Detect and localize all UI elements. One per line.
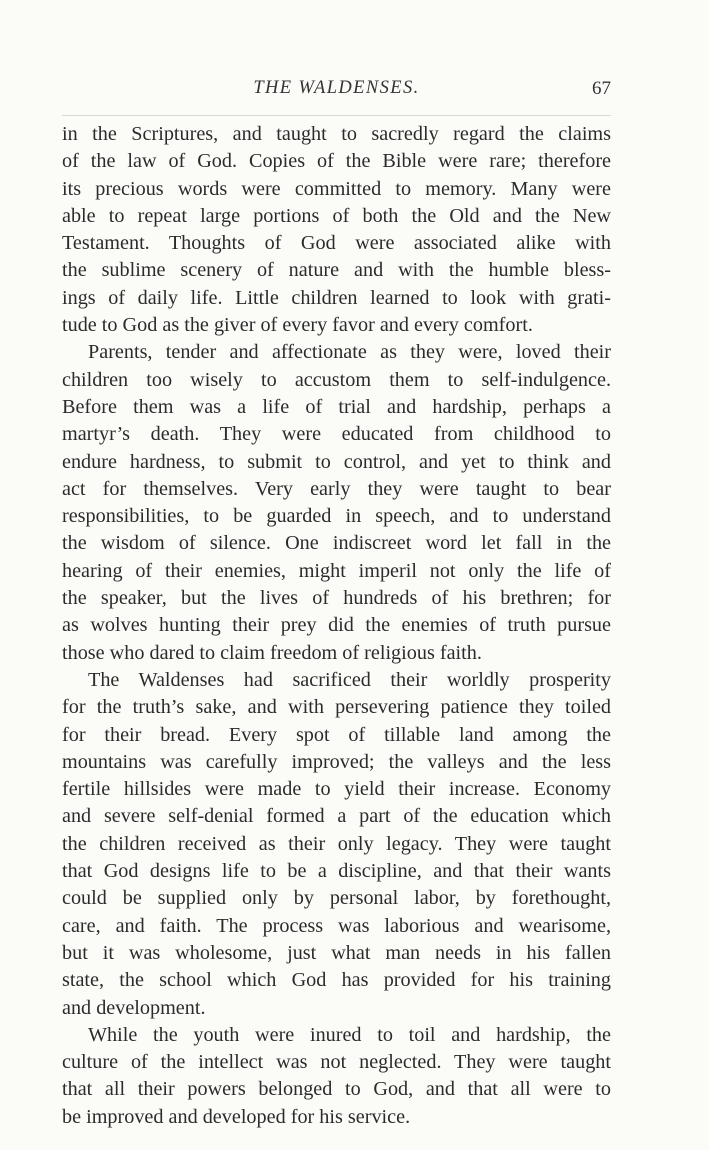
text-line: culture of the intellect was not neglected. They were taught bbox=[62, 1051, 611, 1074]
text-line: in the Scriptures, and taught to sacredly regard the claims bbox=[62, 123, 611, 145]
text-line: fertile hillsides were made to yield their increase. Economy bbox=[62, 778, 611, 801]
text-line: be improved and developed for his service. bbox=[62, 1105, 411, 1128]
text-line: could be supplied only by personal labor, by forethought, bbox=[62, 887, 611, 910]
text-line: mountains was carefully improved; the valleys and the less bbox=[62, 750, 611, 773]
paragraph bbox=[62, 121, 611, 339]
running-title: THE WALDENSES. bbox=[253, 78, 420, 98]
text-line: hearing of their enemies, might imperil not only the life of bbox=[62, 559, 611, 582]
text-line: the children received as their only legacy. They were taught bbox=[62, 832, 611, 855]
paragraph bbox=[62, 339, 611, 667]
header-rule bbox=[62, 115, 611, 116]
text-line: state, the school which God has provided for his training bbox=[62, 969, 611, 992]
text-line: that all their powers belonged to God, and that all were to bbox=[62, 1078, 611, 1101]
text-line: that God designs life to be a discipline, and that their wants bbox=[62, 860, 611, 883]
text-line: for their bread. Every spot of tillable land among the bbox=[62, 723, 611, 746]
text-line: but it was wholesome, just what man needs in his fallen bbox=[62, 941, 611, 964]
running-head bbox=[62, 78, 611, 106]
text-line: ings of daily life. Little children learned to look with grati- bbox=[62, 286, 611, 309]
text-line: able to repeat large portions of both the Old and the New bbox=[62, 204, 611, 227]
text-line: the speaker, but the lives of hundreds of his brethren; for bbox=[62, 587, 611, 610]
text-line: as wolves hunting their prey did the enemies of truth pursue bbox=[62, 614, 611, 637]
text-line: Testament. Thoughts of God were associated alike with bbox=[62, 232, 611, 255]
text-line: for the truth’s sake, and with persevering patience they toiled bbox=[62, 696, 611, 719]
page-number: 67 bbox=[592, 78, 611, 99]
text-line: endure hardness, to submit to control, and yet to think and bbox=[62, 450, 611, 473]
text-line: its precious words were committed to memory. Many were bbox=[62, 177, 611, 200]
text-line: tude to God as the giver of every favor and every comfort. bbox=[62, 314, 533, 337]
text-line: responsibilities, to be guarded in speech, and to understand bbox=[62, 505, 611, 528]
paragraph bbox=[62, 1022, 611, 1131]
body-text bbox=[62, 121, 611, 1131]
text-line: those who dared to claim freedom of religious faith. bbox=[62, 641, 482, 664]
text-line: The Waldenses had sacrificed their worldly prosperity bbox=[88, 668, 611, 691]
text-line: the wisdom of silence. One indiscreet word let fall in the bbox=[62, 532, 611, 555]
text-line: act for themselves. Very early they were taught to bear bbox=[62, 477, 611, 500]
text-line: martyr’s death. They were educated from childhood to bbox=[62, 423, 611, 446]
text-line: and severe self-denial formed a part of the education which bbox=[62, 805, 611, 828]
text-line: the sublime scenery of nature and with the humble bless- bbox=[62, 259, 611, 282]
text-line: Before them was a life of trial and hardship, perhaps a bbox=[62, 395, 611, 418]
text-line: While the youth were inured to toil and hardship, the bbox=[88, 1023, 611, 1046]
text-line: care, and faith. The process was laborious and wearisome, bbox=[62, 914, 611, 937]
text-line: and development. bbox=[62, 996, 206, 1019]
paragraph bbox=[62, 667, 611, 1022]
text-line: Parents, tender and affectionate as they were, loved their bbox=[88, 341, 611, 364]
text-line: of the law of God. Copies of the Bible were rare; therefore bbox=[62, 150, 611, 173]
text-line: children too wisely to accustom them to self-indulgence. bbox=[62, 368, 611, 391]
